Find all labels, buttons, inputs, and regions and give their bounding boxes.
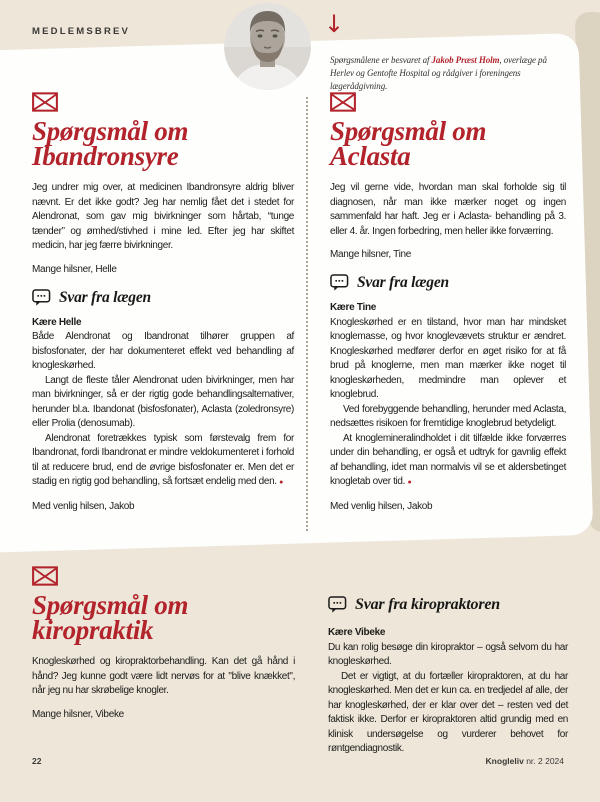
page-number: 22 — [32, 756, 42, 766]
end-of-article-dot: ● — [407, 479, 412, 486]
answer-salutation: Kære Tine — [330, 302, 377, 313]
answer-paragraph — [32, 432, 294, 491]
title-line: Aclasta — [330, 140, 411, 171]
answer-heading: Svar fra kiropraktoren — [355, 596, 500, 613]
byline-note — [330, 54, 568, 93]
article-ibandronsyre — [32, 92, 294, 512]
reader-question: Jeg undrer mig over, at medicinen Ibandronsyre aldrig bliver nævnt. Er det ikke godt? Jeg har nemlig fået det i stedet for Alendronat, som gav mig bivirkninger som hårtab, “tunge tænder” og ømhed/stivhed i mine led. Efter jeg har skiftet medicin, har jeg færre bivirkninger. — [32, 182, 294, 251]
answer-header — [328, 596, 568, 614]
question-signature: Mange hilsner, Tine — [330, 249, 412, 260]
title-line: Spørgsmål om — [32, 590, 189, 620]
byline-author: Jakob Præst Holm — [431, 55, 500, 65]
reader-question: Knogleskørhed og kiropraktorbehandling. Kan det gå hånd i hånd? Jeg kunne godt være lidt nervøs for at "blive knækket", når jeg nu har skrøbelige knogler. — [32, 656, 295, 696]
answer-paragraph: Det er vigtigt, at du fortæller kiropraktoren, at du har knogleskørhed. Men det er kun ca. en tredjedel af alle, der har knogleskørhed, der er klar over det – resten ved det faktisk ikke. Derfor er kiropraktoren altid grundig med en klinisk undersøgelse og vurderer behovet for røntgendiagnostik. — [328, 670, 568, 754]
envelope-icon — [32, 92, 58, 112]
title-line: kiropraktik — [32, 614, 154, 645]
article-kiropraktik-answer — [328, 596, 568, 757]
down-arrow-icon: ↓ — [324, 10, 345, 38]
speech-bubble-icon — [330, 274, 349, 292]
title-line: Spørgsmål om — [32, 116, 189, 146]
answer-salutation: Kære Vibeke — [328, 627, 386, 638]
answer-paragraph: Både Alendronat og Ibandronat tilhører gruppen af bisfosfonater, der har dokumenteret effekt ved behandling af knogleskørhed. — [32, 331, 294, 371]
speech-bubble-icon — [32, 289, 51, 307]
answer-paragraph: Langt de fleste tåler Alendronat uden bivirkninger, men har man bivirkninger, så er der rigtig gode behandlingsalternativer, herunder bl.a. Ibandonat (bisfosfonater), Aclasta (zoledronsyre) eller Prolia (denosumab). — [32, 374, 294, 429]
article-title — [32, 590, 295, 645]
answer-signature: Med venlig hilsen, Jakob — [330, 500, 433, 512]
envelope-icon — [32, 566, 58, 586]
answer-paragraph: Knogleskørhed er en tilstand, hvor man har mindsket knoglemasse, og hvor knoglevævets struktur er ændret. Knogleskørhed medfører derfor en øget risiko for at få brud på knoglerne, men man mærker ikke noget til knogleskørheden, medmindre man oplever et knoglebrud. — [330, 316, 566, 400]
answer-heading: Svar fra lægen — [357, 274, 449, 291]
envelope-icon — [330, 92, 356, 112]
answer-salutation: Kære Helle — [32, 316, 82, 328]
answer-signature: Med venlig hilsen, Jakob — [32, 500, 135, 512]
article-kiropraktik-question — [32, 566, 295, 720]
reader-question: Jeg vil gerne vide, hvordan man skal forholde sig til diagnosen, når man ikke mærker noget og ingen sammenfald har haft. Jeg er i Aclasta- behandling på 3. eller 4. år. Ingen forbedring, men heller ikke forværring. — [330, 182, 566, 237]
speech-bubble-icon — [328, 596, 347, 614]
article-title — [32, 116, 294, 171]
magazine-name: Knogleliv — [485, 756, 524, 766]
question-signature: Mange hilsner, Helle — [32, 263, 117, 275]
answer-paragraph-text: Alendronat foretrækkes typisk som førstevalg frem for Ibandronat, fordi Ibandronat er mindre veldokumenteret i forhold til at reducere brud, end de øvrige bisfosfonater er. Men det er stadig en rigtig god behandling, så fortsæt endelig med den. — [32, 432, 294, 487]
issue-label — [486, 756, 564, 766]
byline-suffix: , overlæge på Herlev og Gentofte Hospital og rådgiver i foreningens lægerådgivning. — [330, 55, 547, 91]
article-aclasta — [330, 92, 566, 512]
answer-header — [32, 289, 294, 307]
issue-number: nr. 2 2024 — [526, 756, 564, 766]
answer-paragraph-text: At knoglemineralindholdet i dit tilfælde ikke forværres under din behandling, er også et udtryk for gavnlig effekt af behandling, idet man normalvis vil se et aldersbetinget knogletab over tid. — [330, 432, 566, 487]
answer-header — [330, 274, 566, 292]
answer-paragraph: Ved forebyggende behandling, herunder med Aclasta, nedsættes risikoen for fremtidige knoglebrud betydeligt. — [330, 403, 566, 429]
section-kicker: MEDLEMSBREV — [32, 26, 131, 37]
answer-heading: Svar fra lægen — [59, 288, 151, 306]
title-line: Spørgsmål om — [330, 116, 487, 146]
byline-prefix: Spørgsmålene er besvaret af — [330, 55, 432, 65]
column-divider — [306, 97, 308, 531]
article-title — [330, 116, 566, 171]
answer-paragraph — [330, 432, 566, 491]
doctor-portrait-photo — [224, 3, 311, 90]
portrait-illustration — [224, 3, 311, 90]
title-line: Ibandronsyre — [32, 140, 179, 171]
question-signature: Mange hilsner, Vibeke — [32, 708, 124, 720]
answer-paragraph: Du kan rolig besøge din kiropraktor – også selvom du har knogleskørhed. — [328, 641, 568, 667]
end-of-article-dot: ● — [279, 479, 284, 486]
